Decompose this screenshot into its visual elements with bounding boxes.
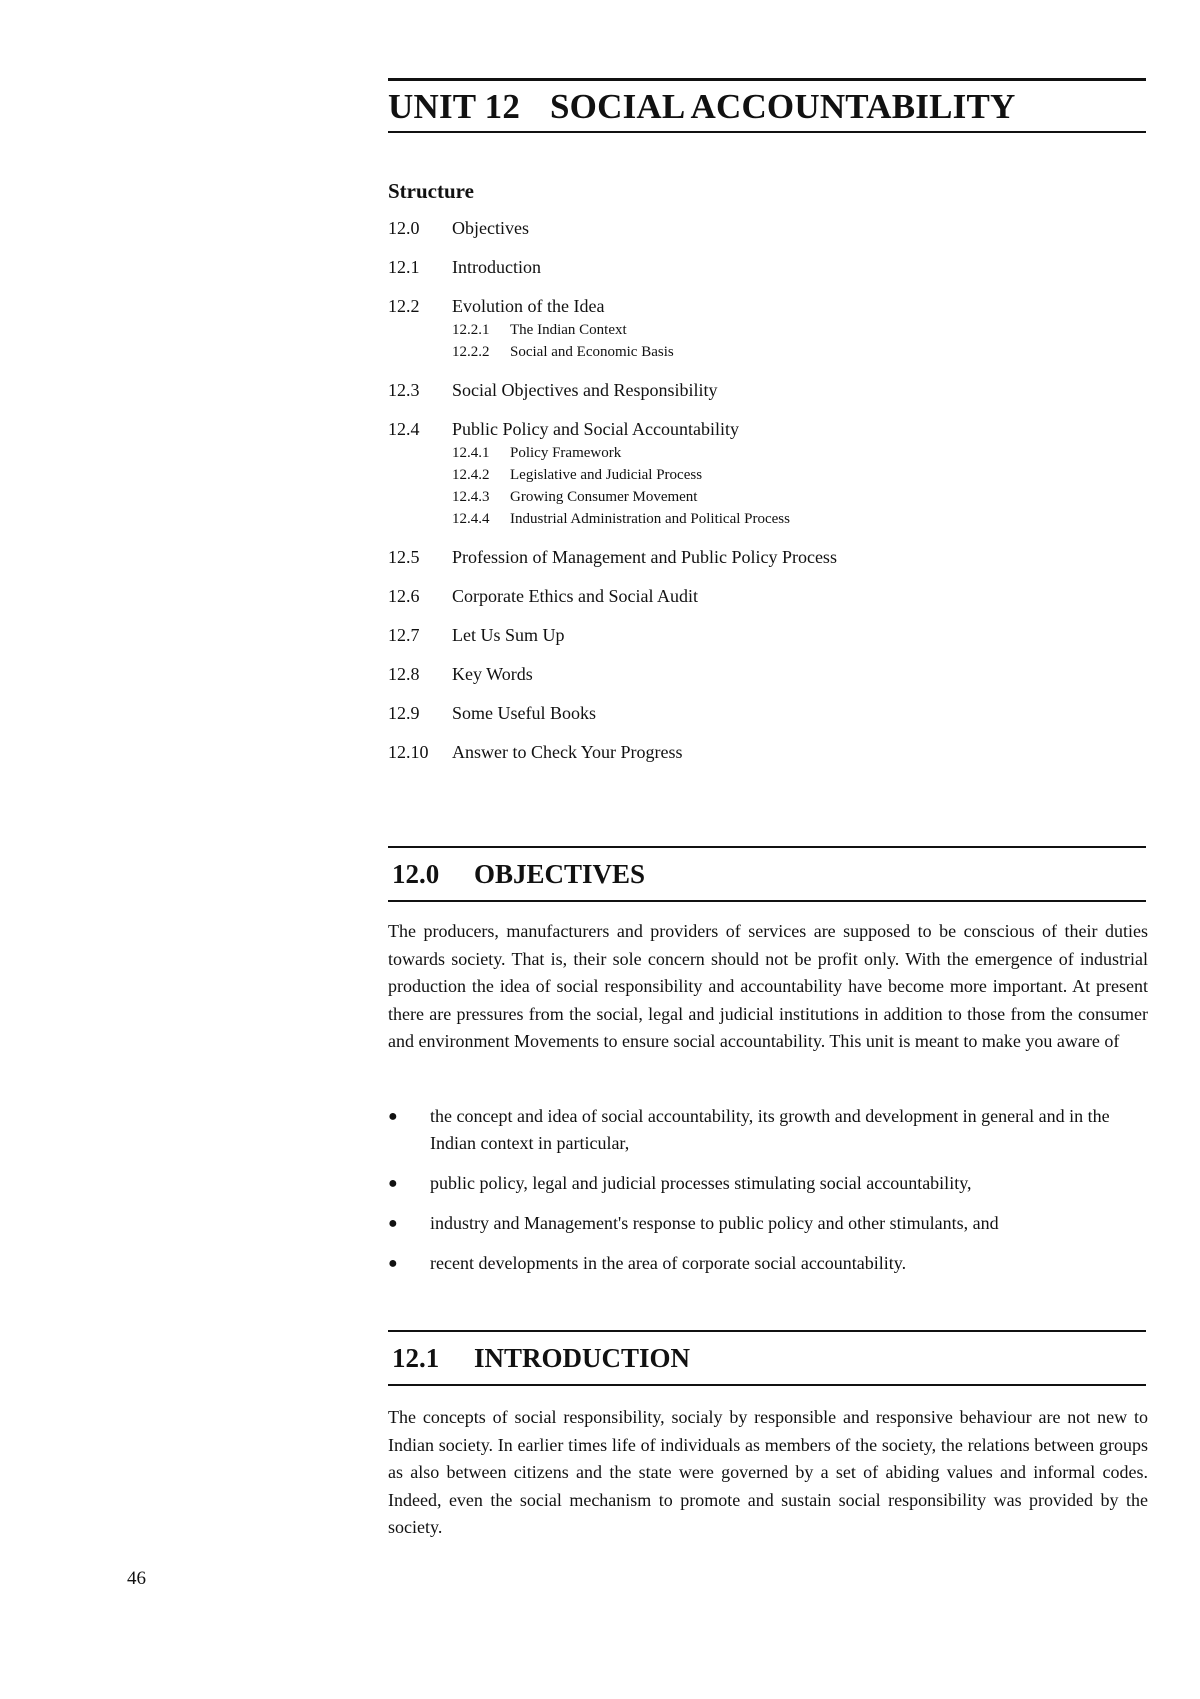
toc-entry	[388, 740, 1146, 764]
toc-entry	[388, 662, 1146, 686]
toc-label: Profession of Management and Public Policy Process	[452, 547, 837, 567]
toc-label: Social Objectives and Responsibility	[452, 380, 718, 400]
section-rule-bottom	[388, 1384, 1146, 1386]
toc-entry	[388, 255, 1146, 279]
bullet-icon: ●	[388, 1215, 398, 1232]
toc-label: Some Useful Books	[452, 703, 596, 723]
toc-label: Introduction	[452, 257, 541, 277]
toc-number: 12.4	[388, 419, 420, 439]
section-title	[388, 1332, 1146, 1384]
toc-entry	[388, 545, 1146, 569]
unit-name: SOCIAL ACCOUNTABILITY	[550, 87, 1016, 126]
objectives-bullet-list	[388, 1103, 1148, 1290]
toc-label: Evolution of the Idea	[452, 296, 605, 316]
toc-entry	[388, 294, 1146, 363]
toc-subentry-number: 12.4.3	[452, 489, 490, 505]
structure-heading: Structure	[388, 179, 474, 203]
toc-subentry-label: The Indian Context	[510, 322, 627, 338]
list-item	[388, 1170, 1148, 1197]
section-title	[388, 848, 1146, 900]
toc-number: 12.9	[388, 703, 420, 723]
toc-subentry-number: 12.4.2	[452, 467, 490, 483]
toc-label: Objectives	[452, 218, 529, 238]
toc-entry	[388, 417, 1146, 530]
unit-number: UNIT 12	[388, 87, 521, 126]
bullet-icon: ●	[388, 1255, 398, 1272]
list-item	[388, 1103, 1148, 1157]
bullet-icon: ●	[388, 1175, 398, 1192]
introduction-paragraph: The concepts of social responsibility, socialy by responsible and responsive behaviour are not new to Indian society. In earlier times life of individuals as members of the society, the relations between groups as also between citizens and the state were governed by a set of abiding values and informal codes. Indeed, even the social mechanism to promote and sustain social responsibility was provided by the society.	[388, 1407, 1148, 1537]
toc-subentry-number: 12.4.4	[452, 511, 490, 527]
objectives-paragraph: The producers, manufacturers and providers of services are supposed to be conscious of their duties towards society. That is, their sole concern should not be profit only. With the emergence of industrial production the idea of social responsibility and accountability have become more important. At present there are pressures from the social, legal and judicial institutions in addition to those from the consumer and environment Movements to ensure social accountability. This unit is meant to make you aware of	[388, 921, 1148, 1051]
bullet-icon: ●	[388, 1108, 398, 1125]
list-item	[388, 1250, 1148, 1277]
toc-row	[388, 255, 1146, 279]
toc-number: 12.0	[388, 218, 420, 238]
toc-label: Corporate Ethics and Social Audit	[452, 586, 698, 606]
section-introduction-heading	[388, 1330, 1146, 1386]
toc-number: 12.1	[388, 257, 420, 277]
unit-title	[388, 81, 1146, 127]
unit-header	[388, 78, 1146, 133]
section-rule-bottom	[388, 900, 1146, 902]
toc-list	[388, 216, 1146, 764]
toc-row	[388, 378, 1146, 402]
toc-number: 12.3	[388, 380, 420, 400]
toc-subentry	[452, 486, 1146, 508]
toc-subentry-number: 12.4.1	[452, 445, 490, 461]
page-number: 46	[127, 1568, 146, 1589]
toc-subentry	[452, 442, 1146, 464]
toc-row	[388, 584, 1146, 608]
toc-row	[388, 417, 1146, 441]
list-item	[388, 1210, 1148, 1237]
section-number: 12.1	[392, 1343, 440, 1373]
toc-entry	[388, 623, 1146, 647]
toc-row	[388, 662, 1146, 686]
toc-subentry	[452, 341, 1146, 363]
toc-sublist	[452, 442, 1146, 530]
bullet-text: public policy, legal and judicial processes stimulating social accountability,	[430, 1173, 972, 1193]
toc-subentry-label: Industrial Administration and Political Process	[510, 511, 790, 527]
toc-entry	[388, 378, 1146, 402]
bullet-text: recent developments in the area of corporate social accountability.	[430, 1253, 907, 1273]
toc-row	[388, 740, 1146, 764]
toc-entry	[388, 584, 1146, 608]
toc-row	[388, 294, 1146, 318]
section-objectives-heading	[388, 846, 1146, 902]
toc-number: 12.2	[388, 296, 420, 316]
toc-subentry-label: Policy Framework	[510, 445, 622, 461]
toc-entry	[388, 701, 1146, 725]
toc-number: 12.7	[388, 625, 420, 645]
toc-subentry-number: 12.2.1	[452, 322, 490, 338]
toc-label: Public Policy and Social Accountability	[452, 419, 739, 439]
toc-row	[388, 545, 1146, 569]
toc-subentry-label: Legislative and Judicial Process	[510, 467, 703, 483]
toc-number: 12.6	[388, 586, 420, 606]
toc-subentry	[452, 508, 1146, 530]
toc-label: Answer to Check Your Progress	[452, 742, 683, 762]
toc-number: 12.8	[388, 664, 420, 684]
toc-row	[388, 701, 1146, 725]
structure-contents	[388, 178, 1146, 779]
toc-subentry-number: 12.2.2	[452, 344, 490, 360]
toc-number: 12.5	[388, 547, 420, 567]
toc-subentry-label: Social and Economic Basis	[510, 344, 674, 360]
section-number: 12.0	[392, 859, 440, 889]
toc-subentry	[452, 464, 1146, 486]
header-rule-bottom	[388, 131, 1146, 133]
toc-number: 12.10	[388, 742, 429, 762]
toc-entry	[388, 216, 1146, 240]
toc-subentry	[452, 319, 1146, 341]
toc-sublist	[452, 319, 1146, 363]
toc-subentry-label: Growing Consumer Movement	[510, 489, 698, 505]
section-name: OBJECTIVES	[474, 859, 646, 889]
toc-row	[388, 216, 1146, 240]
toc-label: Key Words	[452, 664, 533, 684]
bullet-text: industry and Management's response to public policy and other stimulants, and	[430, 1213, 999, 1233]
toc-label: Let Us Sum Up	[452, 625, 565, 645]
bullet-text: the concept and idea of social accountability, its growth and development in general and in the Indian context in particular,	[430, 1106, 1110, 1153]
section-name: INTRODUCTION	[474, 1343, 691, 1373]
toc-row	[388, 623, 1146, 647]
